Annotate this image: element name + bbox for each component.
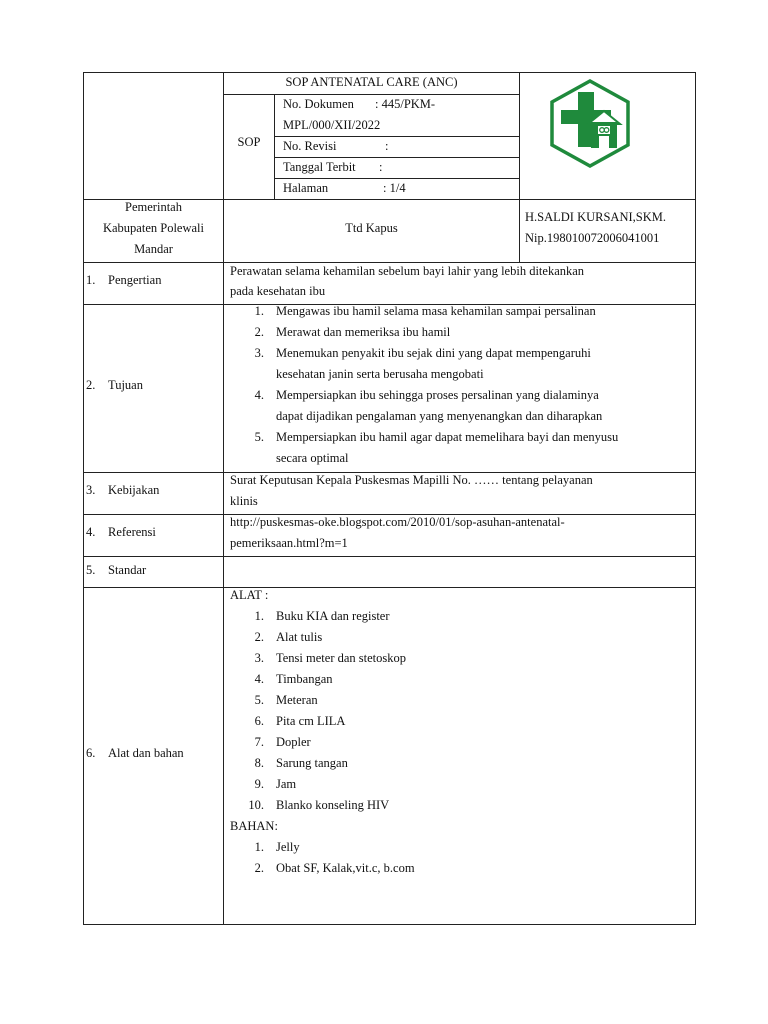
section-label-referensi: Referensi: [108, 525, 156, 539]
section-num-3: 3.: [86, 483, 96, 497]
halaman-label: Halaman: [283, 181, 329, 195]
list-item: 1. Mengawas ibu hamil selama masa kehamilan sampai persalinan: [254, 304, 596, 318]
sop-label: SOP: [237, 135, 261, 149]
bahan-heading: BAHAN:: [230, 819, 278, 833]
list-item: 4. Timbangan: [254, 672, 333, 686]
gov-line-1: Pemerintah: [125, 200, 182, 214]
gov-line-2: Kabupaten Polewali: [102, 221, 204, 235]
list-item: 7. Dopler: [254, 735, 311, 749]
section-label-tujuan: Tujuan: [108, 378, 143, 392]
doc-no-value: : 445/PKM-: [375, 97, 436, 111]
alat-list: [230, 606, 406, 816]
pengertian-text: Perawatan selama kehamilan sebelum bayi lahir yang lebih ditekankan: [230, 264, 585, 278]
kebijakan-text-cont: klinis: [230, 494, 258, 508]
list-item: 5. Mempersiapkan ibu hamil agar dapat memelihara bayi dan menyusu secara optimal: [254, 430, 619, 465]
signer-name: H.SALDI KURSANI,SKM.: [525, 210, 666, 224]
section-num-4: 4.: [86, 525, 96, 539]
list-item: 5. Meteran: [254, 693, 318, 707]
section-label-alat-bahan: Alat dan bahan: [108, 746, 184, 760]
section-label-kebijakan: Kebijakan: [108, 483, 160, 497]
section-num-1: 1.: [86, 273, 96, 287]
list-item: 1. Jelly: [254, 840, 300, 854]
referensi-link-cont[interactable]: pemeriksaan.html?m=1: [230, 536, 348, 550]
list-item: 8. Sarung tangan: [254, 756, 348, 770]
list-item: 2. Alat tulis: [254, 630, 323, 644]
ttd-kapus: Ttd Kapus: [345, 221, 398, 235]
list-item: 2. Obat SF, Kalak,vit.c, b.com: [254, 861, 415, 875]
section-num-2: 2.: [86, 378, 96, 392]
list-item: 3. Menemukan penyakit ibu sejak dini yang dapat mempengaruhi kesehatan janin serta berusaha mengobati: [254, 346, 591, 381]
list-item: 1. Buku KIA dan register: [254, 609, 390, 623]
list-item: 10. Blanko konseling HIV: [248, 798, 390, 812]
list-item: 6. Pita cm LILA: [254, 714, 346, 728]
doc-no-label: No. Dokumen: [283, 97, 354, 111]
list-item: 2. Merawat dan memeriksa ibu hamil: [254, 325, 451, 339]
bahan-list: [230, 837, 415, 879]
gov-line-3: Mandar: [134, 242, 173, 256]
kebijakan-text: Surat Keputusan Kepala Puskesmas Mapilli No. …… tentang pelayanan: [230, 473, 593, 487]
revisi-value: :: [385, 139, 389, 153]
halaman-value: : 1/4: [383, 181, 406, 195]
referensi-link[interactable]: http://puskesmas-oke.blogspot.com/2010/01/sop-asuhan-antenatal-: [230, 515, 565, 529]
list-item: 4. Mempersiapkan ibu sehingga proses persalinan yang dialaminya dapat dijadikan pengalaman yang menyenangkan dan diharapkan: [254, 388, 603, 423]
terbit-label: Tanggal Terbit: [283, 160, 356, 174]
list-item: 3. Tensi meter dan stetoskop: [254, 651, 406, 665]
doc-no-value-cont: MPL/000/XII/2022: [283, 118, 381, 132]
section-label-pengertian: Pengertian: [108, 273, 162, 287]
section-label-standar: Standar: [108, 563, 147, 577]
list-item: 9. Jam: [254, 777, 297, 791]
pengertian-text-cont: pada kesehatan ibu: [230, 284, 326, 298]
puskesmas-logo-icon: [548, 78, 632, 168]
revisi-label: No. Revisi: [283, 139, 337, 153]
terbit-value: :: [379, 160, 383, 174]
section-num-6: 6.: [86, 746, 96, 760]
section-num-5: 5.: [86, 563, 96, 577]
signer-nip: Nip.198010072006041001: [525, 231, 660, 245]
alat-heading: ALAT :: [230, 588, 269, 602]
tujuan-list: [230, 301, 618, 469]
document-title: SOP ANTENATAL CARE (ANC): [285, 75, 458, 89]
